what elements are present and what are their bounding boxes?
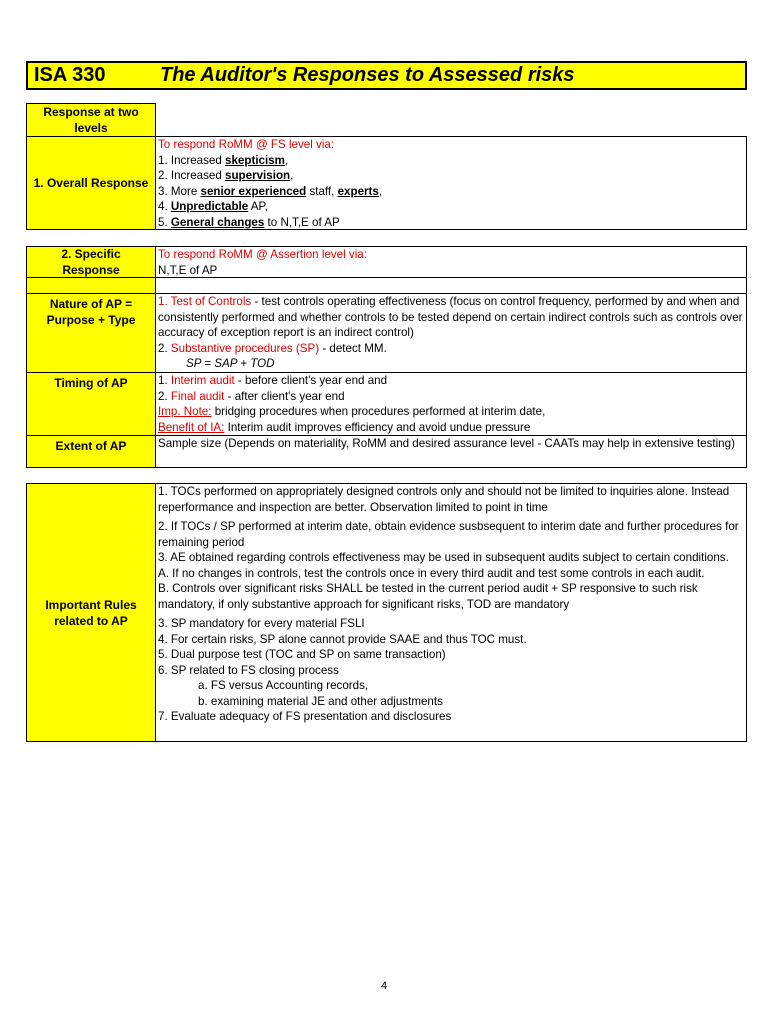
- rule-item: B. Controls over significant risks SHALL be tested in the current period audit + SP responsive to such risk mandatory, if only substantive approach for significant risks, TOD are mandatory: [158, 582, 698, 611]
- levels-heading-cell: [26, 103, 156, 137]
- specific-content: [155, 246, 747, 278]
- rule-item: 1. TOCs performed on appropriately designed controls only and should not be limited to inquiries alone. Instead reperformance and inspection are better. Observation limited to point in time: [158, 485, 730, 514]
- overall-label: 1. Overall Response: [33, 176, 149, 190]
- extent-text: Sample size (Depends on materiality, RoMM and desired assurance level - CAATs may help in extensive testing): [158, 437, 735, 450]
- sp-line: 2. Substantive procedures (SP) - detect MM.: [158, 341, 387, 355]
- nature-label-cell: [26, 293, 156, 373]
- overall-item: 4. Unpredictable AP,: [158, 200, 268, 213]
- specific-intro: To respond RoMM @ Assertion level via:: [158, 248, 367, 261]
- rule-item: A. If no changes in controls, test the controls once in every third audit and test some controls in each audit.: [158, 566, 705, 580]
- timing-content: [155, 372, 747, 436]
- timing-label: Timing of AP: [54, 376, 128, 390]
- specific-text: N,T,E of AP: [158, 263, 218, 277]
- spacer-white: [155, 277, 747, 294]
- timing-label-cell: [26, 372, 156, 436]
- overall-item: 1. Increased skepticism,: [158, 153, 289, 167]
- nature-label: Nature of AP = Purpose + Type: [46, 297, 136, 327]
- spacer-yellow: [26, 277, 156, 294]
- toc-text: 1. Test of Controls - test controls operating effectiveness (focus on control frequency, performed by and when and consistently performed and whether controls to be tested depend on certain indirect controls such as controls over accuracy of exception report is an indirect control): [158, 295, 743, 339]
- timing-line: 1. Interim audit - before client's year end and: [158, 374, 388, 387]
- sp-formula: SP = SAP + TOD: [186, 357, 275, 370]
- overall-item: 2. Increased supervision,: [158, 169, 294, 182]
- levels-heading: Response at two levels: [43, 105, 139, 135]
- title-bar: [26, 61, 747, 90]
- page-title: The Auditor's Responses to Assessed risks: [160, 64, 575, 86]
- timing-benefit: Benefit of IA: Interim audit improves efficiency and avoid undue pressure: [158, 420, 531, 434]
- overall-content: [155, 136, 747, 230]
- extent-label: Extent of AP: [55, 439, 127, 453]
- rule-item: 3. AE obtained regarding controls effectiveness may be used in subsequent audits subject to certain conditions.: [158, 551, 729, 564]
- rules-label: Important Rules related to AP: [45, 597, 137, 628]
- overall-label-cell: [26, 136, 156, 230]
- rule-item: 7. Evaluate adequacy of FS presentation and disclosures: [158, 710, 452, 723]
- rules-label-cell: [26, 483, 156, 742]
- rule-item: 6. SP related to FS closing process: [158, 663, 339, 677]
- specific-label-cell: [26, 246, 156, 278]
- rules-content: [155, 483, 747, 742]
- extent-content: [155, 435, 747, 468]
- overall-intro: To respond RoMM @ FS level via:: [158, 138, 335, 151]
- timing-note: Imp. Note: bridging procedures when procedures performed at interim date,: [158, 405, 546, 418]
- rule-item: 2. If TOCs / SP performed at interim date, obtain evidence susbsequent to interim date and further procedures for remaining period: [158, 520, 739, 549]
- rule-item: 4. For certain risks, SP alone cannot provide SAAE and thus TOC must.: [158, 632, 527, 646]
- nature-content: [155, 293, 747, 373]
- timing-line: 2. Final audit - after client's year end: [158, 389, 345, 403]
- rule-subitem: a. FS versus Accounting records,: [198, 679, 369, 692]
- rule-item: 5. Dual purpose test (TOC and SP on same transaction): [158, 648, 446, 661]
- page-number: 4: [380, 980, 388, 992]
- specific-label: 2. Specific Response: [61, 247, 121, 277]
- rule-item: 3. SP mandatory for every material FSLI: [158, 617, 365, 630]
- isa-code: ISA 330: [34, 64, 106, 86]
- rule-subitem: b. examining material JE and other adjustments: [198, 694, 443, 708]
- overall-item: 5. General changes to N,T,E of AP: [158, 215, 340, 229]
- overall-item: 3. More senior experienced staff, experts,: [158, 184, 383, 198]
- extent-label-cell: [26, 435, 156, 468]
